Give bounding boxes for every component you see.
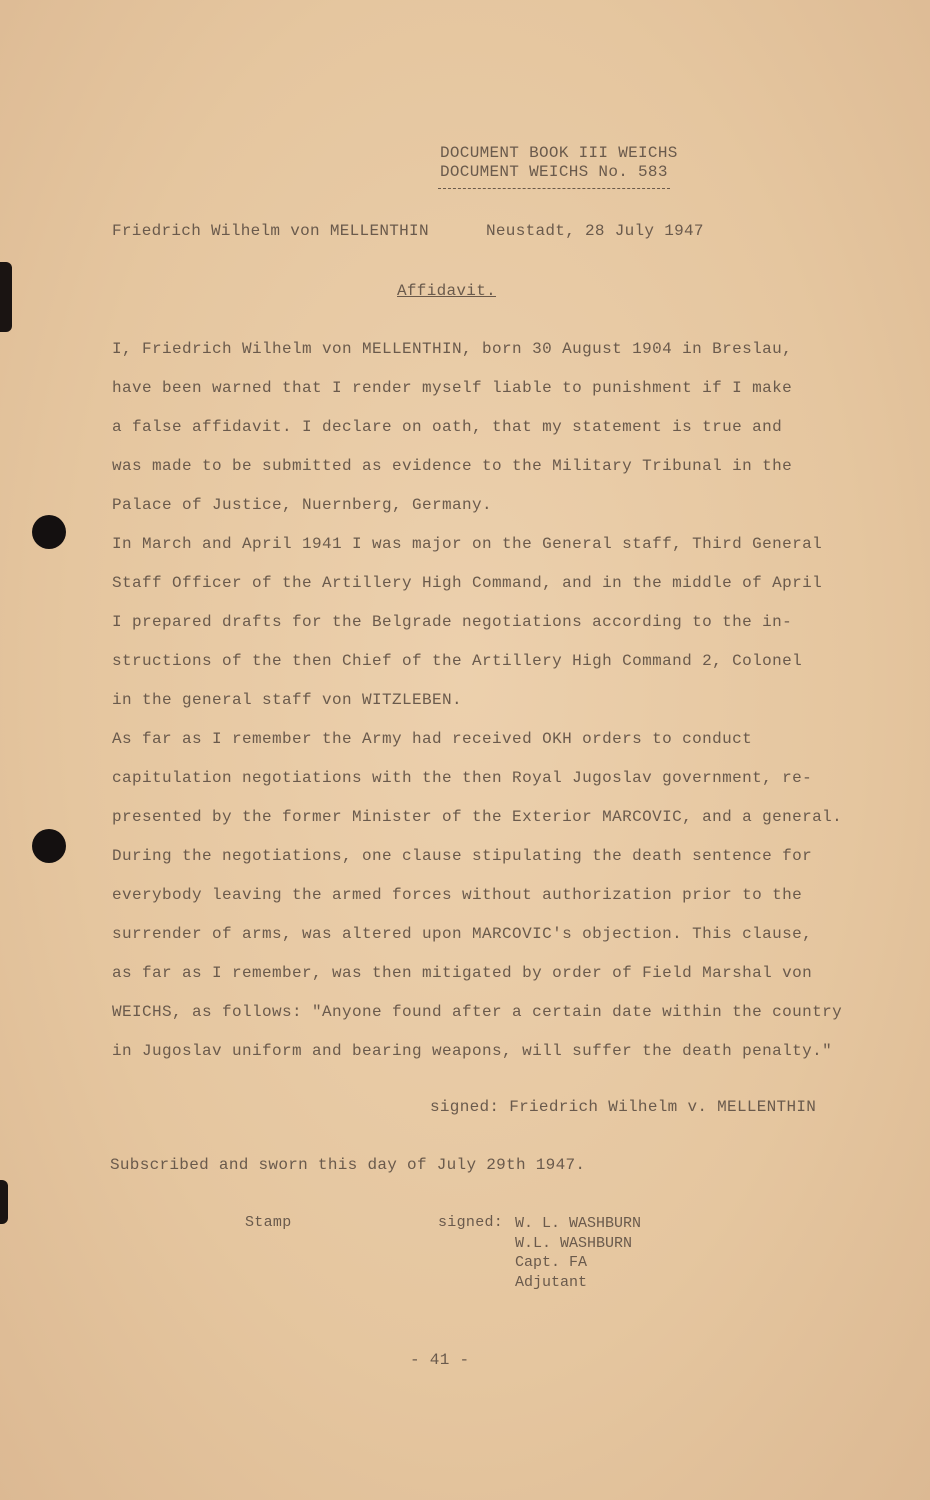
subscribed-line: Subscribed and sworn this day of July 29th 1947. — [110, 1156, 586, 1174]
body-line: WEICHS, as follows: "Anyone found after a certain date within the country — [112, 1003, 843, 1021]
body-line: As far as I remember the Army had received OKH orders to conduct — [112, 730, 753, 748]
body-line: was made to be submitted as evidence to the Military Tribunal in the — [112, 457, 793, 475]
body-line: Palace of Justice, Nuernberg, Germany. — [112, 496, 493, 514]
body-line: During the negotiations, one clause stipulating the death sentence for — [112, 847, 813, 865]
body-line: Staff Officer of the Artillery High Command, and in the middle of April — [112, 574, 823, 592]
document-title: Affidavit. — [397, 282, 497, 300]
body-line: everybody leaving the armed forces without authorization prior to the — [112, 886, 803, 904]
body-line: in the general staff von WITZLEBEN. — [112, 691, 463, 709]
binding-mark — [0, 1180, 8, 1224]
countersign-block — [515, 1214, 641, 1292]
countersign-line4: Adjutant — [515, 1273, 588, 1291]
body-line: I, Friedrich Wilhelm von MELLENTHIN, born 30 August 1904 in Breslau, — [112, 340, 793, 358]
page-number: - 41 - — [410, 1351, 470, 1369]
binding-mark — [0, 262, 12, 332]
header-divider — [438, 188, 670, 189]
body-line: in Jugoslav uniform and bearing weapons, will suffer the death penalty." — [112, 1042, 833, 1060]
author-name: Friedrich Wilhelm von MELLENTHIN — [112, 222, 429, 240]
body-line: a false affidavit. I declare on oath, that my statement is true and — [112, 418, 783, 436]
punch-hole — [32, 515, 66, 549]
place-date: Neustadt, 28 July 1947 — [486, 222, 704, 240]
countersign-line1: W. L. WASHBURN — [515, 1215, 642, 1232]
countersign-line2: W.L. WASHBURN — [515, 1234, 633, 1252]
body-line: have been warned that I render myself liable to punishment if I make — [112, 379, 793, 397]
body-line: capitulation negotiations with the then Royal Jugoslav government, re- — [112, 769, 813, 787]
countersign-label: signed: — [438, 1214, 504, 1231]
body-line: structions of the then Chief of the Artillery High Command 2, Colonel — [112, 652, 803, 670]
punch-hole — [32, 829, 66, 863]
body-line: presented by the former Minister of the Exterior MARCOVIC, and a general. — [112, 808, 843, 826]
document-header-line2: DOCUMENT WEICHS No. 583 — [440, 163, 668, 181]
countersign-line3: Capt. FA — [515, 1254, 588, 1271]
signature-line: signed: Friedrich Wilhelm v. MELLENTHIN — [430, 1098, 817, 1116]
stamp-label: Stamp — [245, 1214, 292, 1231]
body-line: In March and April 1941 I was major on the General staff, Third General — [112, 535, 823, 553]
body-line: as far as I remember, was then mitigated by order of Field Marshal von — [112, 964, 813, 982]
body-line: surrender of arms, was altered upon MARCOVIC's objection. This clause, — [112, 925, 813, 943]
body-line: I prepared drafts for the Belgrade negotiations according to the in- — [112, 613, 793, 631]
document-header-line1: DOCUMENT BOOK III WEICHS — [440, 144, 678, 162]
